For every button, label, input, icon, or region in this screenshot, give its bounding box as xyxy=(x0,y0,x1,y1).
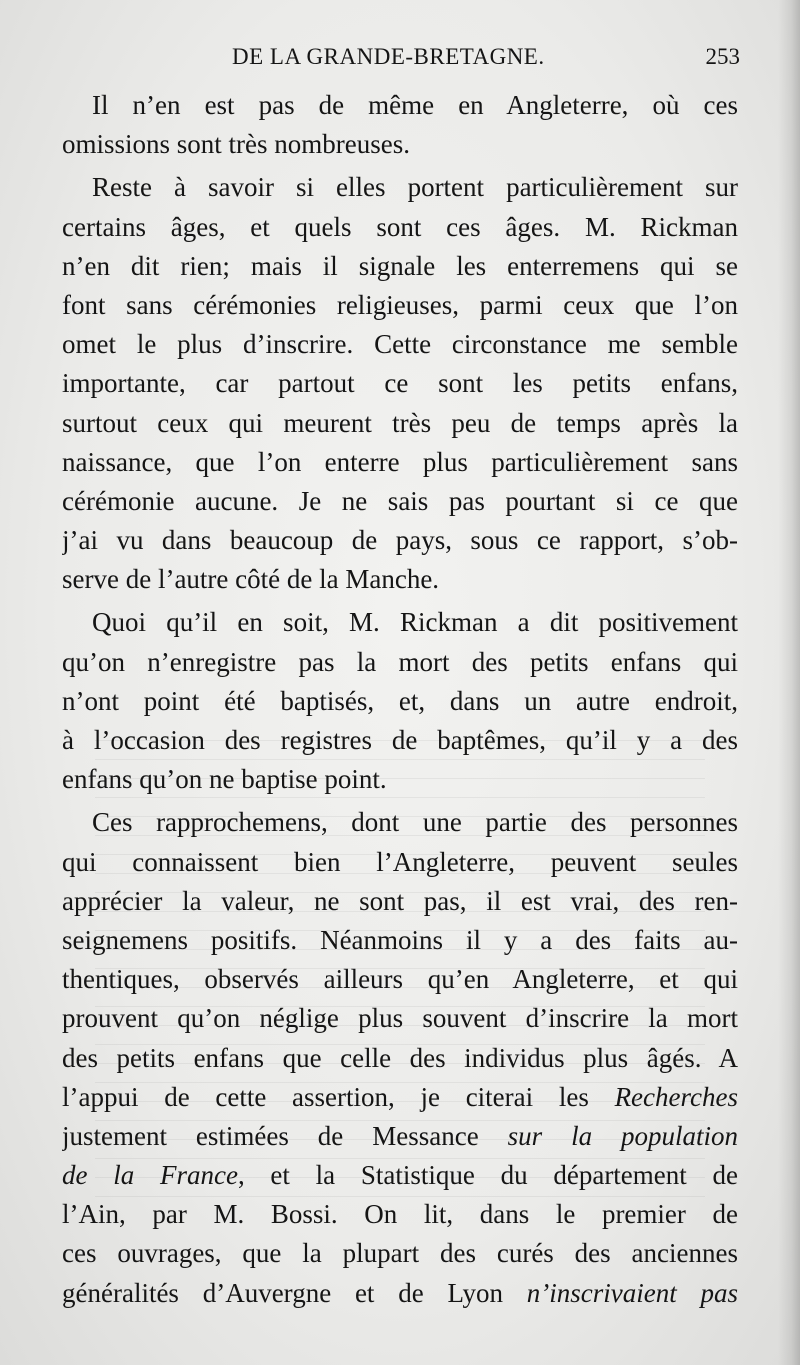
running-title: DE LA GRANDE-BRETAGNE. xyxy=(232,44,545,69)
text-line: omissions sont très nombreuses. xyxy=(62,129,410,160)
text-line: qui connaissent bien l’Angleterre, peuvent seules xyxy=(62,846,738,877)
italic-phrase: n’inscrivaient pas xyxy=(526,1277,738,1308)
text-line: Il n’en est pas de même en Angleterre, où ces xyxy=(92,90,738,120)
italic-title: sur la population xyxy=(507,1120,738,1151)
text-line: thentiques, observés ailleurs qu’en Angleterre, et qui xyxy=(62,964,738,995)
body-text xyxy=(62,86,738,1313)
text-line: Reste à savoir si elles portent particulièrement sur xyxy=(92,172,738,203)
text-line: seignemens positifs. Néanmoins il y a des faits au- xyxy=(62,924,738,955)
text-segment: l’appui de cette assertion, je citerai les xyxy=(62,1081,589,1112)
text-line: Quoi qu’il en soit, M. Rickman a dit positivement xyxy=(92,607,738,638)
text-line xyxy=(62,1156,738,1195)
page-number: 253 xyxy=(705,44,740,69)
text-segment: généralités d’Auvergne et de Lyon xyxy=(62,1277,503,1308)
text-line: enfans qu’on ne baptise point. xyxy=(62,764,387,795)
text-segment: justement estimées de Messance xyxy=(62,1120,479,1151)
text-line: prouvent qu’on néglige plus souvent d’inscrire la mort xyxy=(62,1003,738,1034)
running-head xyxy=(62,44,740,80)
text-line: ces ouvrages, que la plupart des curés des anciennes xyxy=(62,1238,738,1269)
text-line: surtout ceux qui meurent très peu de temps après la xyxy=(62,407,738,438)
text-segment: , et la Statistique du département de xyxy=(237,1160,738,1191)
text-line: omet le plus d’inscrire. Cette circonstance me semble xyxy=(62,329,738,360)
text-line xyxy=(62,1117,738,1156)
text-line: à l’occasion des registres de baptêmes, qu’il y a des xyxy=(62,725,738,755)
text-line: l’Ain, par M. Bossi. On lit, dans le premier de xyxy=(62,1199,738,1230)
italic-title: de la France xyxy=(62,1160,238,1191)
text-line: naissance, que l’on enterre plus particulièrement sans xyxy=(62,446,738,477)
text-line: cérémonie aucune. Je ne sais pas pourtant si ce que xyxy=(62,485,738,516)
text-line: font sans cérémonies religieuses, parmi ceux que l’on xyxy=(62,289,738,320)
text-line: des petits enfans que celle des individus plus âgés. A xyxy=(62,1042,738,1073)
text-line: Ces rapprochemens, dont une partie des personnes xyxy=(92,807,738,838)
text-line: importante, car partout ce sont les petits enfans, xyxy=(62,368,738,399)
text-line: serve de l’autre côté de la Manche. xyxy=(62,564,440,595)
text-line: apprécier la valeur, ne sont pas, il est vrai, des ren- xyxy=(62,885,738,916)
italic-title: Recherches xyxy=(614,1081,738,1112)
text-line: n’en dit rien; mais il signale les enterremens qui se xyxy=(62,250,738,281)
text-line: n’ont point été baptisés, et, dans un autre endroit, xyxy=(62,685,738,716)
text-line xyxy=(62,1078,738,1117)
text-line: j’ai vu dans beaucoup de pays, sous ce rapport, s’ob- xyxy=(62,525,738,556)
text-line xyxy=(62,1274,738,1313)
text-line: qu’on n’enregistre pas la mort des petits enfans qui xyxy=(62,646,738,677)
text-line: certains âges, et quels sont ces âges. M. Rickman xyxy=(62,211,738,242)
page-edge-shadow xyxy=(778,0,800,1365)
